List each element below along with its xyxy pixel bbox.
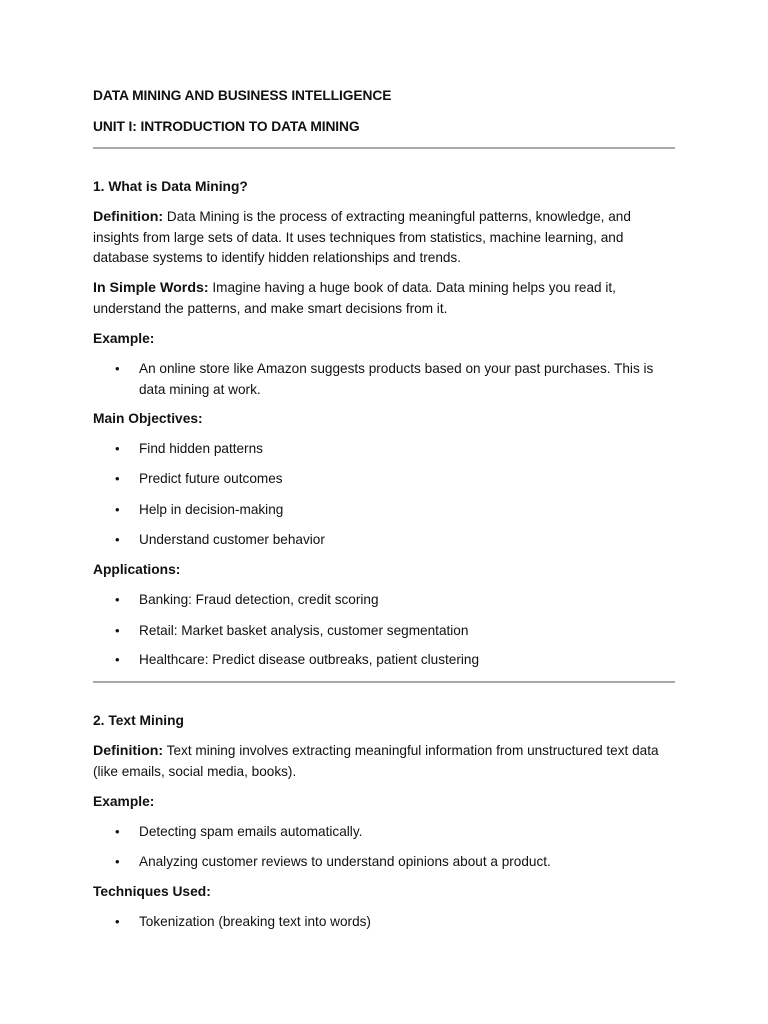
- document-title: DATA MINING AND BUSINESS INTELLIGENCE: [93, 88, 392, 103]
- bullet-icon: •: [115, 502, 120, 517]
- list-item-text: Find hidden patterns: [139, 441, 263, 456]
- definition-text: Data Mining is the process of extracting meaningful patterns, knowledge, and insights from large sets of data. It uses techniques from statistics, machine learning, and database systems to identify hidden relationships and trends.: [93, 209, 631, 265]
- list-item-text: Predict future outcomes: [139, 471, 283, 486]
- list-item-text: An online store like Amazon suggests products based on your past purchases. This is data mining at work.: [139, 361, 654, 397]
- horizontal-rule: [93, 681, 675, 683]
- definition-label: Definition:: [93, 209, 164, 225]
- bullet-icon: •: [115, 592, 120, 607]
- list-item-text: Banking: Fraud detection, credit scoring: [139, 592, 379, 607]
- bullet-icon: •: [115, 652, 120, 667]
- bullet-icon: •: [115, 854, 120, 869]
- bullet-icon: •: [115, 361, 120, 376]
- techniques-heading: Techniques Used:: [93, 884, 211, 899]
- definition-paragraph: [93, 207, 675, 269]
- simple-words-label: In Simple Words:: [93, 280, 209, 296]
- section-heading-what-is-data-mining: 1. What is Data Mining?: [93, 179, 248, 194]
- section-heading-text-mining: 2. Text Mining: [93, 713, 184, 728]
- definition-label: Definition:: [93, 743, 164, 759]
- list-item-text: Healthcare: Predict disease outbreaks, patient clustering: [139, 652, 480, 667]
- bullet-icon: •: [115, 471, 120, 486]
- list-item-text: Understand customer behavior: [139, 532, 325, 547]
- bullet-icon: •: [115, 623, 120, 638]
- list-item-text: Retail: Market basket analysis, customer segmentation: [139, 623, 469, 638]
- bullet-icon: •: [115, 824, 120, 839]
- applications-heading: Applications:: [93, 562, 181, 577]
- unit-title: UNIT I: INTRODUCTION TO DATA MINING: [93, 119, 360, 134]
- bullet-icon: •: [115, 441, 120, 456]
- simple-words-paragraph: [93, 278, 675, 319]
- list-item-text: Help in decision-making: [139, 502, 284, 517]
- list-item-text: Detecting spam emails automatically.: [139, 824, 363, 839]
- list-item-text: Tokenization (breaking text into words): [139, 914, 371, 929]
- definition-paragraph: [93, 741, 675, 782]
- objectives-heading: Main Objectives:: [93, 411, 203, 426]
- horizontal-rule: [93, 147, 675, 149]
- simple-words-text: Imagine having a huge book of data. Data mining helps you read it, understand the patterns, and make smart decisions from it.: [93, 280, 616, 316]
- example-heading: Example:: [93, 331, 155, 346]
- list-item-text: Analyzing customer reviews to understand opinions about a product.: [139, 854, 551, 869]
- bullet-icon: •: [115, 532, 120, 547]
- example-heading: Example:: [93, 794, 155, 809]
- definition-text: Text mining involves extracting meaningful information from unstructured text data (like emails, social media, books).: [93, 743, 659, 779]
- bullet-icon: •: [115, 914, 120, 929]
